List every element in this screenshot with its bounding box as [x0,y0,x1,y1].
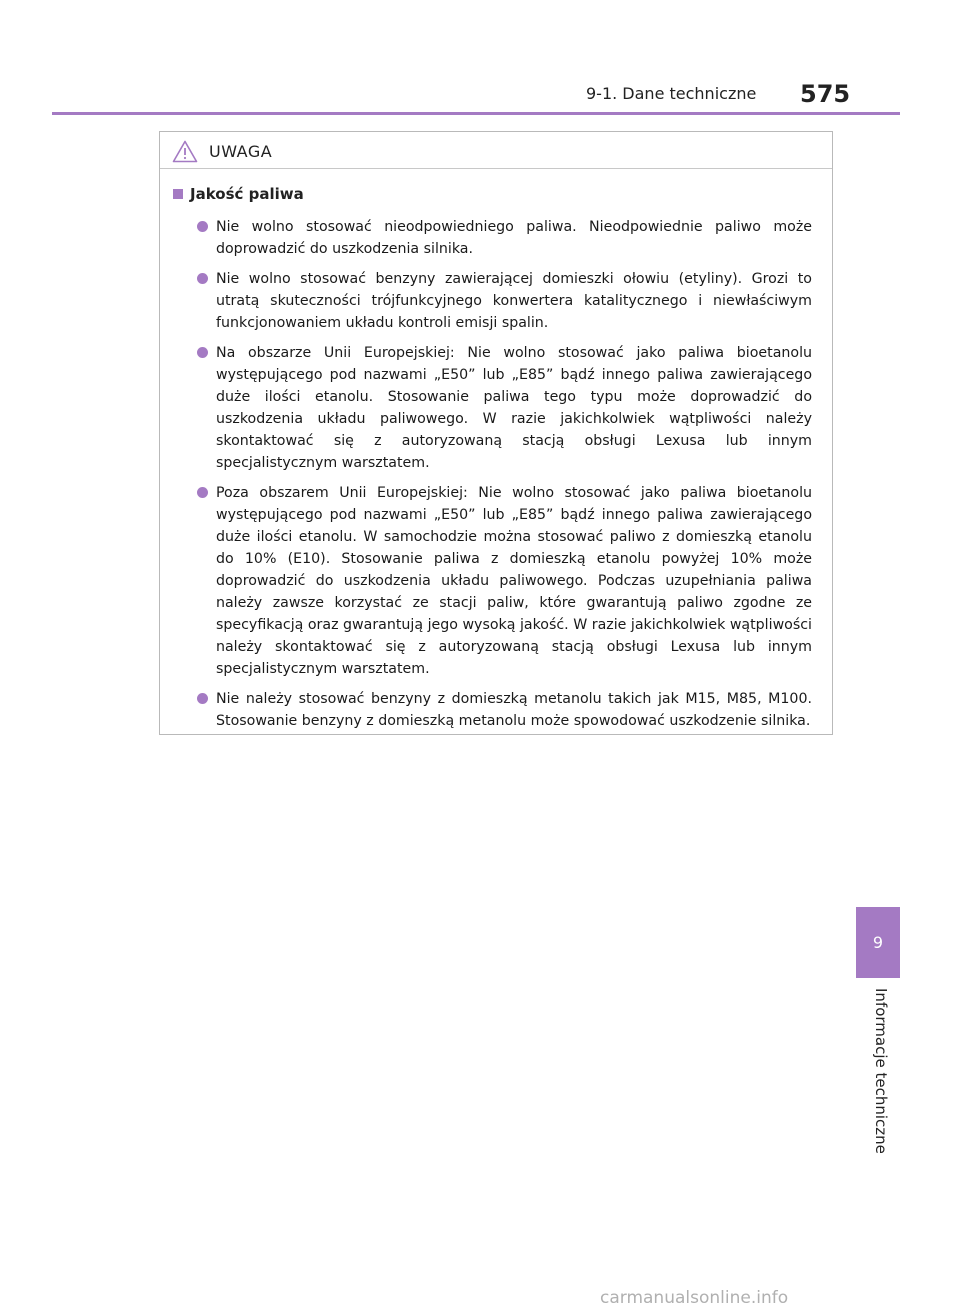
square-bullet-icon [173,189,183,199]
list-item-text: Nie wolno stosować benzyny zawierającej domieszki ołowiu (etyliny). Grozi to utratą skuteczności trójfunkcyjnego konwertera katalitycznego i niewłaściwym funkcjonowaniem układu kontroli emisji spalin. [216,271,812,331]
bullet-dot-icon [197,487,208,498]
list-item-text: Na obszarze Unii Europejskiej: Nie wolno stosować jako paliwa bioetanolu występującego pod nazwami „E50” lub „E85” bądź innego paliwa zawierającego duże ilości etanolu. Stosowanie paliwa tego typu może doprowadzić do uszkodzenia układu paliwowego. W razie jakichkolwiek wątpliwości należy skontaktować się z autoryzowaną stacją obsługi Lexusa lub innym specjalistycznym warsztatem. [216,345,812,471]
list-item [197,268,812,334]
warning-title: UWAGA [209,142,273,161]
bullet-dot-icon [197,221,208,232]
section-title: 9-1. Dane techniczne [586,84,757,103]
list-item [197,688,812,732]
page-number: 575 [800,80,851,108]
list-item [197,482,812,680]
warning-header [160,132,832,169]
bullet-dot-icon [197,693,208,704]
list-item [197,216,812,260]
topic-heading [173,185,304,203]
bullet-dot-icon [197,273,208,284]
list-item-text: Nie wolno stosować nieodpowiedniego paliwa. Nieodpowiednie paliwo może doprowadzić do uszkodzenia silnika. [216,219,812,257]
header-divider [52,112,900,115]
warning-box [159,131,833,735]
list-item [197,342,812,474]
warning-items [197,216,812,740]
list-item-text: Nie należy stosować benzyny z domieszką metanolu takich jak M15, M85, M100. Stosowanie benzyny z domieszką metanolu może spowodować uszkodzenie silnika. [216,691,812,729]
chapter-tab [856,907,900,978]
chapter-label: Informacje techniczne [872,988,890,1154]
warning-triangle-icon [172,140,198,167]
topic-heading-label: Jakość paliwa [190,185,304,203]
bullet-dot-icon [197,347,208,358]
list-item-text: Poza obszarem Unii Europejskiej: Nie wolno stosować jako paliwa bioetanolu występującego pod nazwami „E50” lub „E85” bądź innego paliwa zawierającego duże ilości etanolu. W samochodzie można stosować paliwo z domieszką etanolu do 10% (E10). Stosowanie paliwa z domieszką etanolu powyżej 10% może doprowadzić do uszkodzenia układu paliwowego. Podczas uzupełniania paliwa należy zawsze korzystać ze stacji paliw, które gwarantują paliwo zgodne ze specyfikacją oraz gwarantują jego wysoką jakość. W razie jakichkolwiek wątpliwości należy skontaktować się z autoryzowaną stacją obsługi Lexusa lub innym specjalistycznym warsztatem. [216,485,812,677]
watermark: carmanualsonline.info [600,1288,789,1308]
chapter-number: 9 [872,933,884,952]
page-header [0,0,960,115]
